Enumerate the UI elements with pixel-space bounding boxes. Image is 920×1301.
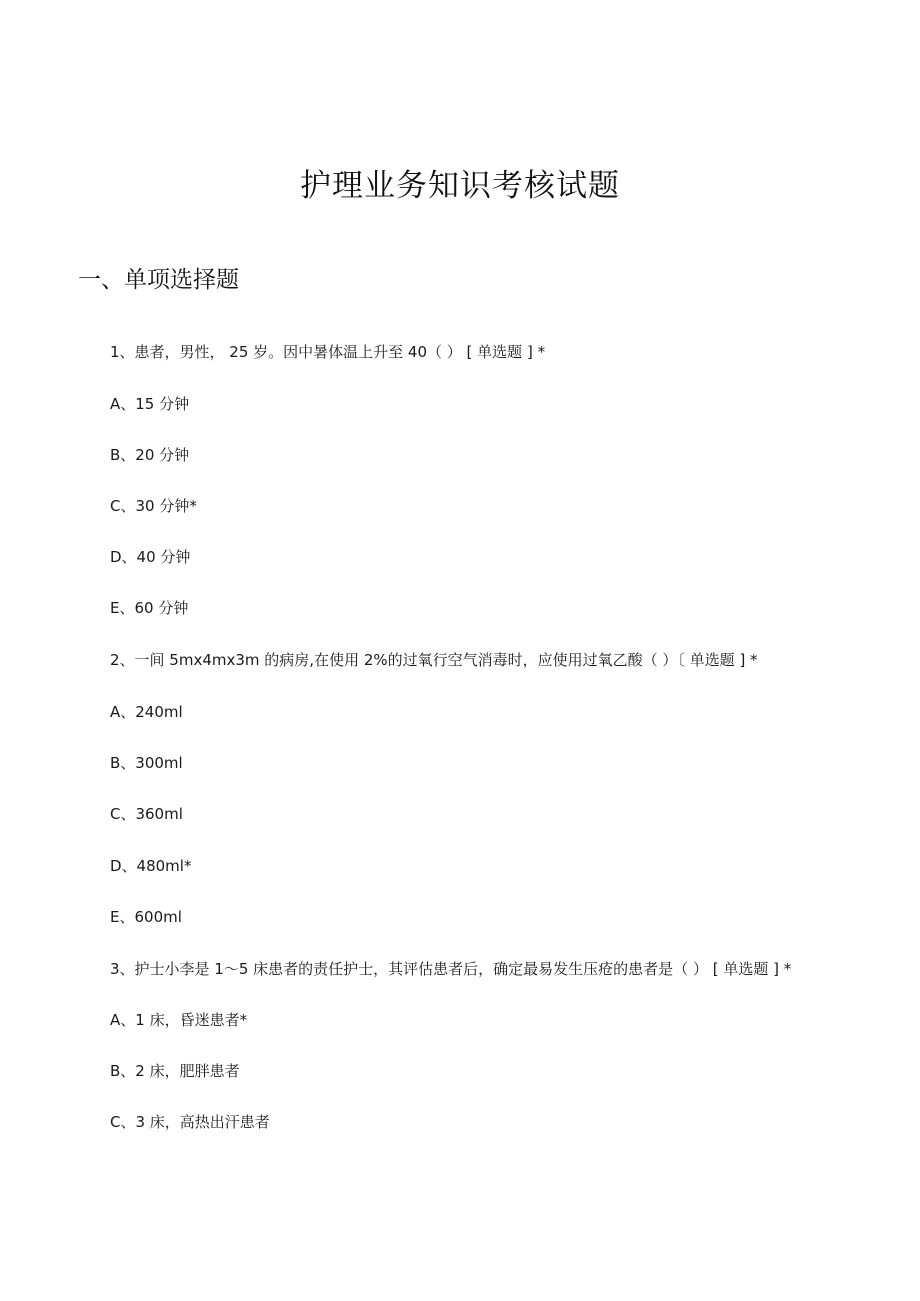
question-1-text: 1、患者，男性， 25 岁。因中暑体温上升至 40（ ） [ 单选题 ] * [110,343,546,361]
section-heading: 一、单项选择题 [78,267,239,293]
question-2-option-e: E、600ml [110,908,182,926]
question-1-option-d: D、40 分钟 [110,548,191,566]
question-2-text: 2、一间 5mx4mx3m 的病房,在使用 2%的过氧行空气消毒时，应使用过氧乙酸（ ）〔 单选题 ] * [110,651,758,669]
question-2-option-c: C、360ml [110,805,183,823]
document-title: 护理业务知识考核试题 [300,168,620,204]
question-1-option-b: B、20 分钟 [110,446,190,464]
question-1-option-e: E、60 分钟 [110,599,189,617]
question-1-option-a: A、15 分钟 [110,395,190,413]
question-3-option-c: C、3 床，高热出汗患者 [110,1113,270,1131]
question-1-option-c: C、30 分钟* [110,497,197,515]
question-3-text: 3、护士小李是 1～5 床患者的责任护士，其评估患者后，确定最易发生压疮的患者是（ ） [ 单选题 ] * [110,960,792,978]
question-2-option-b: B、300ml [110,754,183,772]
question-2-option-a: A、240ml [110,703,183,721]
question-2-option-d: D、480ml* [110,857,192,875]
question-3-option-b: B、2 床，肥胖患者 [110,1062,240,1080]
question-3-option-a: A、1 床，昏迷患者* [110,1011,248,1029]
